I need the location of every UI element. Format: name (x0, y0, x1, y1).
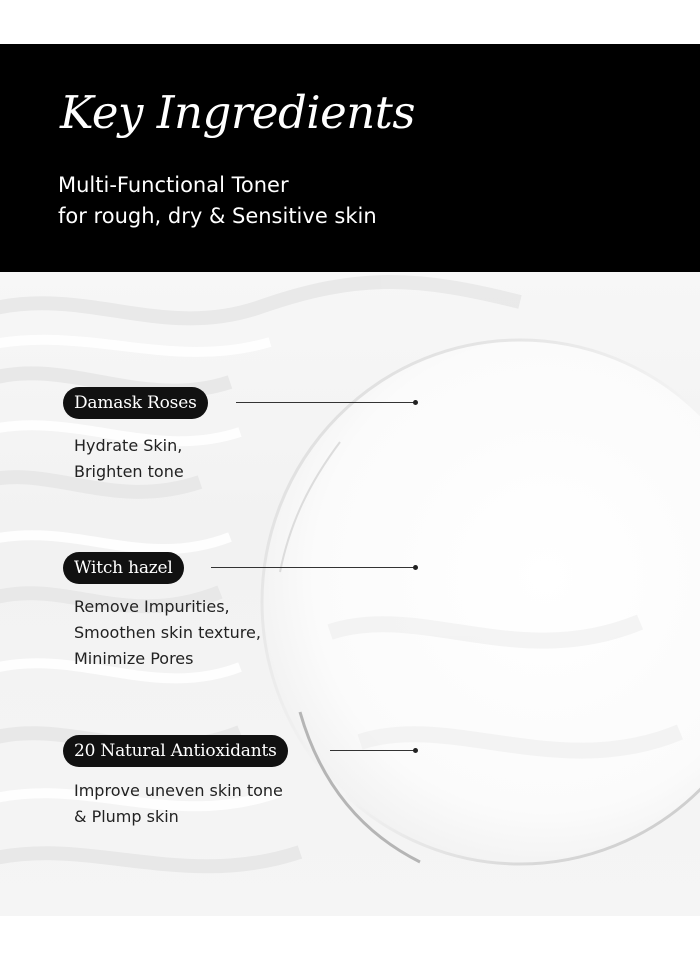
droplet-body (262, 340, 700, 864)
benefit-line: Remove Impurities, (74, 597, 230, 616)
benefit-line: & Plump skin (74, 807, 179, 826)
ingredient-benefits-damask-roses (74, 433, 184, 485)
ingredient-tag-witch-hazel: Witch hazel (63, 552, 184, 584)
connector-dot (413, 565, 418, 570)
connector-line (330, 750, 414, 751)
benefit-line: Minimize Pores (74, 649, 194, 668)
benefit-line: Smoothen skin texture, (74, 623, 261, 642)
connector-line (236, 402, 414, 403)
ingredient-benefits-witch-hazel (74, 594, 261, 672)
header-banner (0, 44, 700, 272)
benefit-line: Improve uneven skin tone (74, 781, 283, 800)
subtitle-line: Multi-Functional Toner (58, 173, 289, 197)
ingredient-benefits-natural-antioxidants (74, 778, 283, 830)
page-title: Key Ingredients (60, 86, 415, 139)
connector-dot (413, 748, 418, 753)
subtitle (58, 170, 377, 232)
bottom-margin (0, 916, 700, 959)
benefit-line: Brighten tone (74, 462, 184, 481)
connector-dot (413, 400, 418, 405)
ingredient-tag-damask-roses: Damask Roses (63, 387, 208, 419)
subtitle-line: for rough, dry & Sensitive skin (58, 204, 377, 228)
benefit-line: Hydrate Skin, (74, 436, 183, 455)
connector-line (211, 567, 414, 568)
ingredient-tag-natural-antioxidants: 20 Natural Antioxidants (63, 735, 288, 767)
